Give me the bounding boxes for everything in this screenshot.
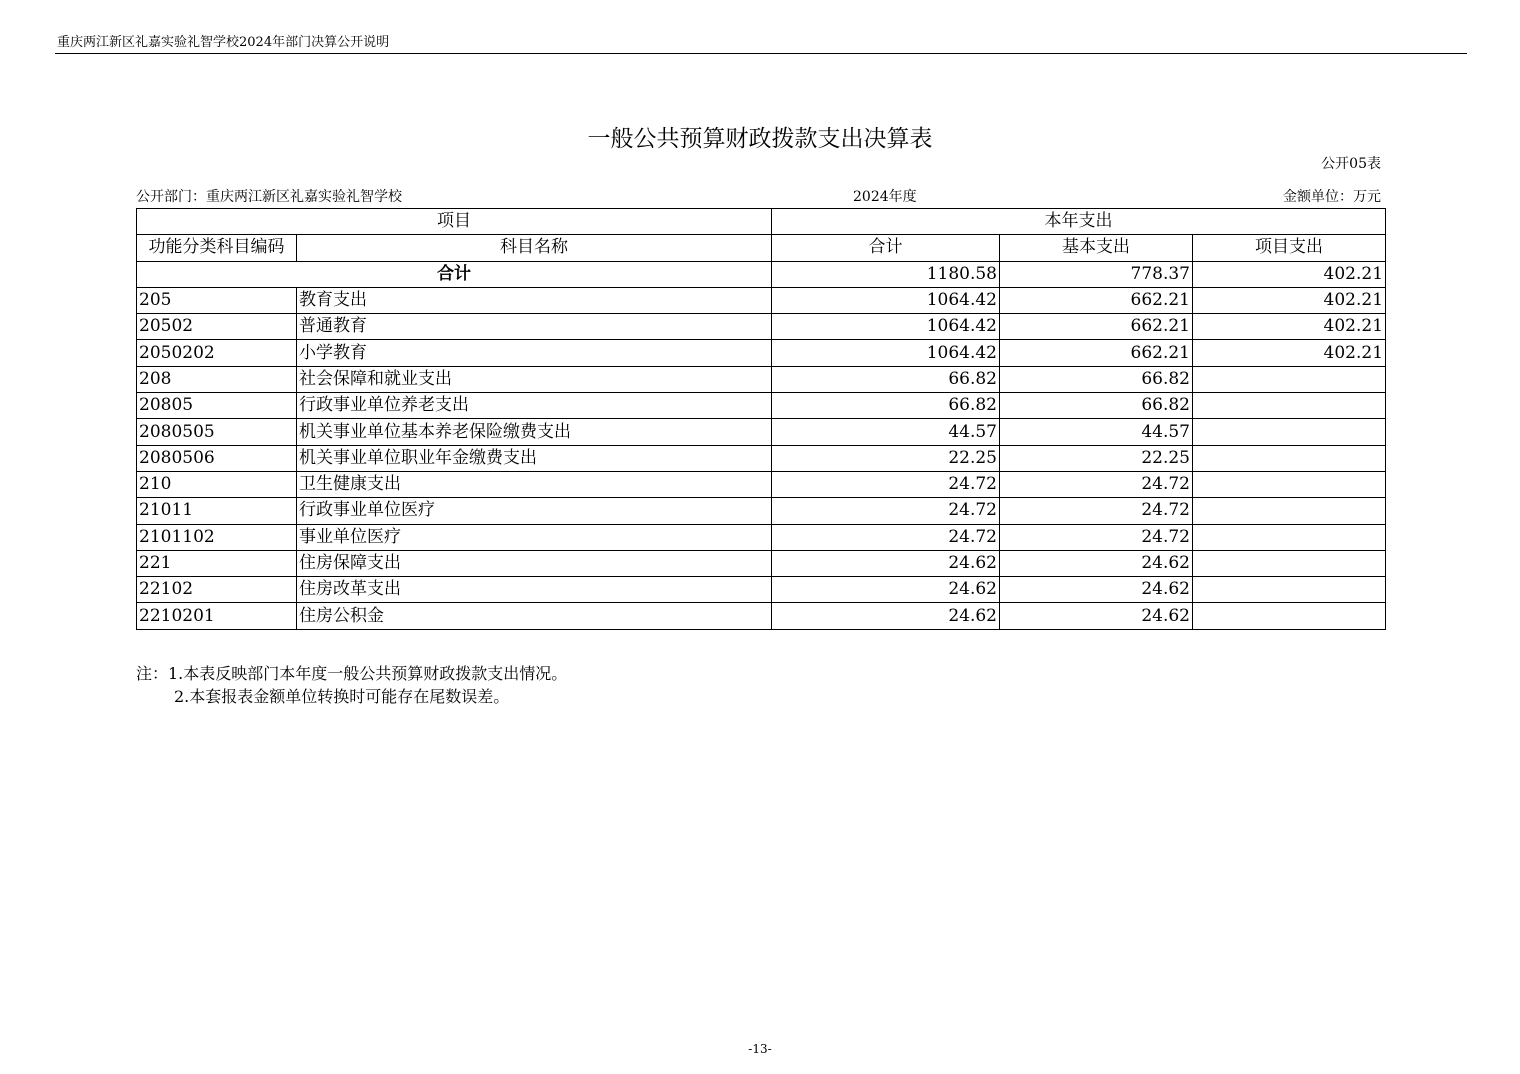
row-name: 机关事业单位基本养老保险缴费支出 [297, 419, 772, 445]
row-total: 24.62 [772, 603, 1000, 629]
row-basic: 66.82 [1000, 366, 1193, 392]
row-code: 205 [137, 287, 297, 313]
meta-row [136, 186, 1385, 206]
note-1: 注：1.本表反映部门本年度一般公共预算财政拨款支出情况。 [136, 664, 568, 683]
row-name: 教育支出 [297, 287, 772, 313]
row-name: 住房改革支出 [297, 577, 772, 603]
column-header-row [137, 235, 1386, 261]
row-project [1193, 393, 1386, 419]
basic-column-header: 基本支出 [1000, 235, 1193, 261]
row-total: 24.72 [772, 471, 1000, 497]
amount-unit: 金额单位：万元 [1283, 189, 1381, 205]
row-basic: 24.72 [1000, 471, 1193, 497]
table-row [137, 314, 1386, 340]
expenditure-table [136, 208, 1386, 630]
table-row [137, 393, 1386, 419]
row-project [1193, 524, 1386, 550]
form-number: 公开05表 [1321, 156, 1381, 172]
table-row [137, 498, 1386, 524]
row-name: 社会保障和就业支出 [297, 366, 772, 392]
row-total: 1064.42 [772, 340, 1000, 366]
project-group-header: 项目 [137, 209, 772, 235]
row-total: 24.62 [772, 550, 1000, 576]
row-project [1193, 498, 1386, 524]
row-project [1193, 577, 1386, 603]
row-project [1193, 445, 1386, 471]
table-row [137, 603, 1386, 629]
row-total: 22.25 [772, 445, 1000, 471]
row-name: 机关事业单位职业年金缴费支出 [297, 445, 772, 471]
row-total: 24.72 [772, 498, 1000, 524]
row-name: 小学教育 [297, 340, 772, 366]
row-basic: 44.57 [1000, 419, 1193, 445]
row-total: 24.62 [772, 577, 1000, 603]
total-row-label: 合计 [137, 261, 772, 287]
table-row [137, 340, 1386, 366]
row-code: 208 [137, 366, 297, 392]
running-header: 重庆两江新区礼嘉实验礼智学校2024年部门决算公开说明 [57, 35, 390, 50]
row-total: 1064.42 [772, 287, 1000, 313]
row-total: 66.82 [772, 393, 1000, 419]
table-row [137, 445, 1386, 471]
current-year-group-header: 本年支出 [772, 209, 1386, 235]
row-total: 66.82 [772, 366, 1000, 392]
total-column-header: 合计 [772, 235, 1000, 261]
row-code: 210 [137, 471, 297, 497]
table-row [137, 577, 1386, 603]
row-project [1193, 419, 1386, 445]
table-row [137, 287, 1386, 313]
row-name: 行政事业单位养老支出 [297, 393, 772, 419]
row-code: 22102 [137, 577, 297, 603]
row-name: 事业单位医疗 [297, 524, 772, 550]
row-code: 20805 [137, 393, 297, 419]
table-row [137, 419, 1386, 445]
row-code: 2101102 [137, 524, 297, 550]
row-basic: 66.82 [1000, 393, 1193, 419]
name-column-header: 科目名称 [297, 235, 772, 261]
row-basic: 662.21 [1000, 287, 1193, 313]
row-code: 221 [137, 550, 297, 576]
row-code: 21011 [137, 498, 297, 524]
row-total: 44.57 [772, 419, 1000, 445]
row-project: 402.21 [1193, 287, 1386, 313]
row-name: 卫生健康支出 [297, 471, 772, 497]
table-row [137, 366, 1386, 392]
row-basic: 24.72 [1000, 498, 1193, 524]
page-number: -13- [748, 1042, 772, 1056]
table-row [137, 550, 1386, 576]
row-basic: 662.21 [1000, 314, 1193, 340]
table-row [137, 524, 1386, 550]
row-total: 1064.42 [772, 314, 1000, 340]
row-code: 20502 [137, 314, 297, 340]
row-basic: 24.62 [1000, 577, 1193, 603]
total-row-basic: 778.37 [1000, 261, 1193, 287]
row-code: 2050202 [137, 340, 297, 366]
total-row-total: 1180.58 [772, 261, 1000, 287]
department-label: 公开部门：重庆两江新区礼嘉实验礼智学校 [136, 189, 402, 205]
page-title: 一般公共预算财政拨款支出决算表 [587, 126, 933, 152]
row-code: 2080505 [137, 419, 297, 445]
total-row-project: 402.21 [1193, 261, 1386, 287]
row-basic: 22.25 [1000, 445, 1193, 471]
header-rule [55, 53, 1467, 54]
table-row [137, 471, 1386, 497]
row-name: 行政事业单位医疗 [297, 498, 772, 524]
row-project [1193, 366, 1386, 392]
row-basic: 24.62 [1000, 550, 1193, 576]
code-column-header: 功能分类科目编码 [137, 235, 297, 261]
row-name: 住房保障支出 [297, 550, 772, 576]
row-name: 住房公积金 [297, 603, 772, 629]
row-project: 402.21 [1193, 314, 1386, 340]
row-code: 2080506 [137, 445, 297, 471]
fiscal-year: 2024年度 [853, 189, 917, 205]
total-row [137, 261, 1386, 287]
row-project [1193, 603, 1386, 629]
row-basic: 24.62 [1000, 603, 1193, 629]
row-name: 普通教育 [297, 314, 772, 340]
row-project: 402.21 [1193, 340, 1386, 366]
notes [136, 662, 567, 708]
group-header-row [137, 209, 1386, 235]
note-2: 2.本套报表金额单位转换时可能存在尾数误差。 [174, 687, 510, 706]
row-basic: 24.72 [1000, 524, 1193, 550]
row-project [1193, 471, 1386, 497]
row-code: 2210201 [137, 603, 297, 629]
row-basic: 662.21 [1000, 340, 1193, 366]
project-column-header: 项目支出 [1193, 235, 1386, 261]
row-total: 24.72 [772, 524, 1000, 550]
row-project [1193, 550, 1386, 576]
